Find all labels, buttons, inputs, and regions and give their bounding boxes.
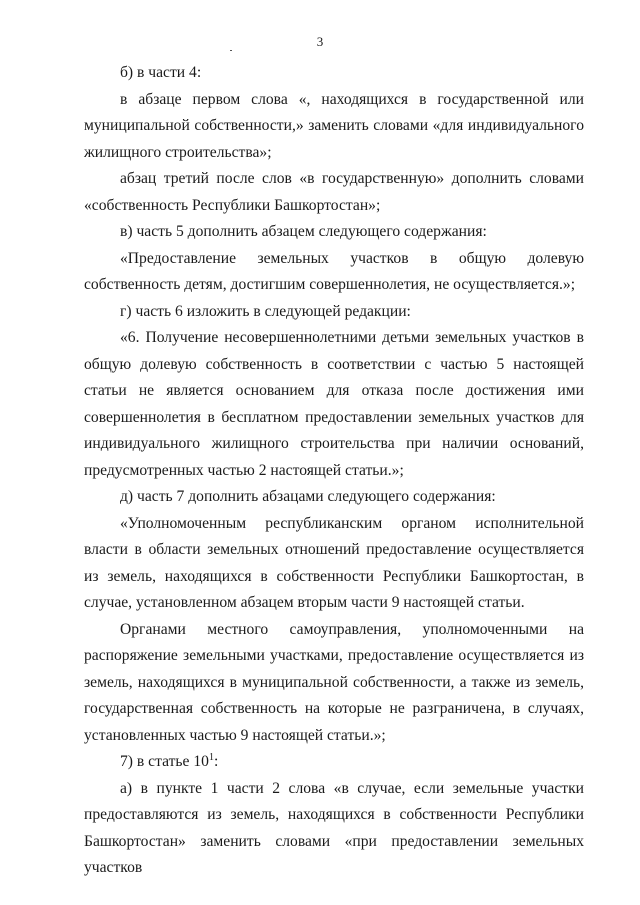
paragraph-part-6: г) часть 6 изложить в следующей редакции: — [120, 302, 411, 320]
paragraph-third-abzac: абзац третий после слов «в государственную» дополнить словами «собственность Республики Башкортостан»; — [84, 170, 584, 214]
paragraph-part-4: б) в части 4: — [120, 64, 202, 81]
paragraph-part-7-text-2: Органами местного самоуправления, уполномоченными на распоряжение земельными участками, предоставление осуществляется из земель, находящихся в муниципальной собственности, а также из земель, государственная собственность на которые не разграничена, в случаях, установленных частью 9 настоящей статьи.»; — [84, 620, 584, 744]
document-body — [84, 60, 584, 882]
scan-speck — [230, 50, 232, 51]
paragraph-part-7: д) часть 7 дополнить абзацами следующего содержания: — [120, 488, 496, 505]
paragraph-part-5-text: «Предоставление земельных участков в общую долевую собственность детям, достигшим совершеннолетия, не осуществляется.»; — [84, 249, 584, 293]
paragraph-part-5: в) часть 5 дополнить абзацем следующего содержания: — [120, 223, 487, 240]
paragraph-first-abzac: в абзаце первом слова «, находящихся в государственной или муниципальной собственности,» заменить словами «для индивидуального жилищного строительства»; — [84, 90, 584, 161]
article-superscript: 1 — [208, 752, 214, 763]
paragraph-article-10-1 — [84, 749, 584, 776]
page-number: 3 — [316, 34, 324, 49]
paragraph-part-6-text: «6. Получение несовершеннолетними детьми земельных участков в общую долевую собственность в соответствии с частью 5 настоящей статьи не является основанием для отказа после достижения ими совершеннолетия в бесплатном предоставлении земельных участков для индивидуального жилищного строительства при наличии оснований, предусмотренных частью 2 настоящей статьи.»; — [84, 329, 584, 479]
article-heading-colon: : — [213, 753, 219, 770]
article-heading-text: 7) в статье 10 — [120, 753, 209, 770]
paragraph-point-1: а) в пункте 1 части 2 слова «в случае, если земельные участки предоставляются из земель, находящихся в собственности Республики Башкортостан» заменить словами «при предоставлении земельных участков — [84, 779, 584, 876]
paragraph-part-7-text-1: «Уполномоченным республиканским органом исполнительной власти в области земельных отношений предоставление осуществляется из земель, находящихся в собственности Республики Башкортостан, в случае, установленном абзацем вторым части 9 настоящей статьи. — [84, 514, 584, 611]
